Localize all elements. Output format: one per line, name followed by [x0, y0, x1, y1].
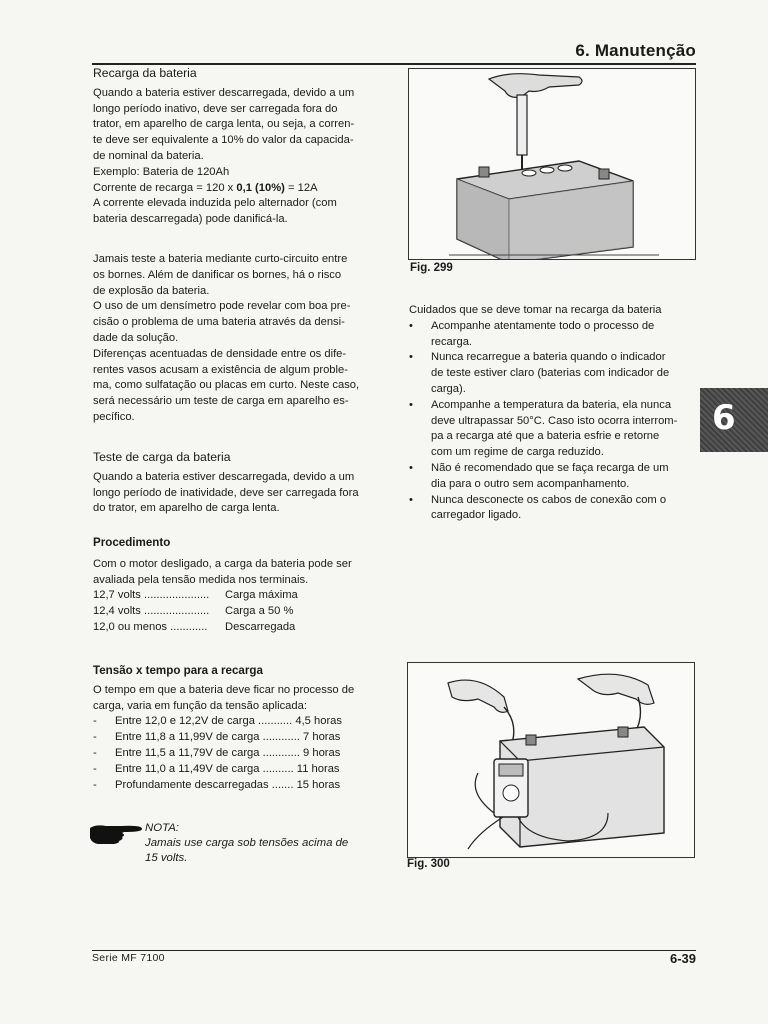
list-item-text: deve ultrapassar 50°C. Caso isto ocorra interrom-	[431, 414, 678, 427]
bullet-marker: •	[409, 351, 413, 364]
section-tab-number: 6	[712, 398, 736, 438]
list-item-text: Entre 11,8 a 11,99V de carga ............ 7 horas	[115, 731, 341, 744]
text-line: ma, como sulfatação ou placas em curto. Neste caso,	[93, 379, 360, 392]
text-line: O tempo em que a bateria deve ficar no processo de	[93, 683, 355, 696]
header-rule	[92, 63, 696, 65]
section-tab	[700, 388, 768, 452]
figure-299-frame	[408, 68, 696, 260]
voltage-row	[93, 620, 389, 636]
text-line: te deve ser equivalente a 10% do valor da capacida-	[93, 134, 354, 147]
text-line: Com o motor desligado, a carga da bateria pode ser	[93, 557, 352, 570]
voltage-state: Carga a 50 %	[225, 605, 294, 618]
battery-hydrometer-illustration	[409, 69, 695, 259]
tensao-section	[93, 663, 389, 793]
list-item-text: dia para o outro sem acompanhamento.	[431, 477, 630, 490]
list-item-text: Acompanhe a temperatura da bateria, ela nunca	[431, 398, 672, 411]
voltage-value: 12,0 ou menos ............	[93, 620, 208, 633]
jamais-section	[93, 252, 389, 426]
note-line: 15 volts.	[145, 852, 188, 864]
list-item	[409, 398, 695, 461]
recarga-section	[93, 66, 389, 228]
tensao-title: Tensão x tempo para a recarga	[93, 664, 263, 677]
text-line: bateria descarregada) pode danificá-la.	[93, 213, 288, 226]
page-number: 6-39	[669, 951, 696, 966]
tensao-list	[93, 714, 389, 793]
list-item	[93, 778, 389, 794]
teste-title: Teste de carga da bateria	[93, 450, 231, 464]
formula-line	[93, 181, 389, 197]
dash-marker: -	[93, 731, 97, 744]
figure-299-label: Fig. 299	[410, 262, 453, 274]
text-line: de nominal da bateria.	[93, 149, 204, 162]
text-line: Diferenças acentuadas de densidade entre os dife-	[93, 347, 347, 360]
text-line: carga, varia em função da tensão aplicada:	[93, 699, 307, 712]
list-item	[93, 730, 389, 746]
procedimento-section	[93, 535, 389, 636]
list-item-text: Profundamente descarregadas ....... 15 horas	[115, 778, 341, 791]
voltage-state: Descarregada	[225, 620, 296, 633]
note-block	[145, 821, 395, 866]
list-item	[409, 319, 695, 351]
series-label: Serie MF 7100	[92, 952, 165, 964]
text-line: dade da solução.	[93, 331, 179, 344]
voltage-state: Carga máxima	[225, 589, 298, 602]
list-item-text: Nunca recarregue a bateria quando o indicador	[431, 351, 666, 364]
list-item	[409, 461, 695, 493]
dash-marker: -	[93, 778, 97, 791]
text-line: do trator, em aparelho de carga lenta.	[93, 502, 280, 515]
voltage-value: 12,7 volts .....................	[93, 589, 210, 602]
text-line: pecífico.	[93, 410, 135, 423]
text-line: será necessário um teste de carga em aparelho es-	[93, 395, 349, 408]
list-item	[409, 350, 695, 397]
list-item	[93, 762, 389, 778]
battery-multimeter-illustration	[408, 663, 694, 857]
voltage-row	[93, 588, 389, 604]
bullet-marker: •	[409, 461, 413, 474]
dash-marker: -	[93, 746, 97, 759]
formula-post: = 12A	[284, 181, 318, 194]
list-item-text: Entre 12,0 e 12,2V de carga ........... 4,5 horas	[115, 715, 342, 728]
text-line: Quando a bateria estiver descarregada, devido a um	[93, 470, 355, 483]
note-label: NOTA:	[145, 822, 179, 834]
list-item-text: Acompanhe atentamente todo o processo de	[431, 319, 655, 332]
figure-300-frame	[407, 662, 695, 858]
pointing-hand-icon	[88, 820, 144, 846]
dash-marker: -	[93, 715, 97, 728]
teste-section	[93, 450, 389, 517]
list-item	[409, 493, 695, 525]
text-line: A corrente elevada induzida pelo alternador (com	[93, 197, 337, 210]
text-line: os bornes. Além de danificar os bornes, há o risco	[93, 268, 342, 281]
formula-pre: Corrente de recarga = 120 x	[93, 181, 237, 194]
list-item-text: com um regime de carga reduzido.	[431, 446, 604, 459]
text-line: Quando a bateria estiver descarregada, devido a um	[93, 86, 355, 99]
text-line: O uso de um densímetro pode revelar com boa pre-	[93, 300, 351, 313]
text-line: longo período de inatividade, deve ser carregada fora	[93, 486, 359, 499]
text-line: rentes vasos acusam a existência de algum proble-	[93, 363, 348, 376]
text-line: trator, em aparelho de carga lenta, ou seja, a corren-	[93, 118, 355, 131]
bullet-marker: •	[409, 398, 413, 411]
note-line: Jamais use carga sob tensões acima de	[145, 837, 349, 849]
voltage-value: 12,4 volts .....................	[93, 605, 210, 618]
voltage-row	[93, 604, 389, 620]
bullet-marker: •	[409, 493, 413, 506]
list-item	[93, 746, 389, 762]
section-title: 6. Manutenção	[575, 41, 696, 60]
list-item-text: recarga.	[431, 335, 473, 348]
bullet-marker: •	[409, 319, 413, 332]
text-line: Exemplo: Bateria de 120Ah	[93, 165, 230, 178]
list-item-text: pa a recarga até que a bateria esfrie e retorne	[431, 430, 660, 443]
dash-marker: -	[93, 762, 97, 775]
list-item	[93, 714, 389, 730]
cuidados-list	[409, 319, 695, 524]
cuidados-section	[409, 303, 695, 524]
procedimento-title: Procedimento	[93, 536, 171, 549]
figure-300-label: Fig. 300	[407, 858, 450, 870]
list-item-text: Entre 11,0 a 11,49V de carga .......... 11 horas	[115, 762, 340, 775]
list-item-text: Entre 11,5 a 11,79V de carga ............ 9 horas	[115, 746, 341, 759]
text-line: avaliada pela tensão medida nos terminais.	[93, 573, 309, 586]
list-item-text: Nunca desconecte os cabos de conexão com o	[431, 493, 667, 506]
cuidados-title: Cuidados que se deve tomar na recarga da bateria	[409, 304, 662, 316]
text-line: de explosão da bateria.	[93, 284, 210, 297]
list-item-text: carregador ligado.	[431, 509, 522, 522]
list-item-text: de teste estiver claro (baterias com indicador de	[431, 367, 670, 380]
text-line: longo período inativo, deve ser carregada fora do	[93, 102, 338, 115]
footer-rule	[92, 950, 696, 951]
list-item-text: Não é recomendado que se faça recarga de um	[431, 461, 669, 474]
list-item-text: carga).	[431, 382, 466, 395]
text-line: cisão o problema de uma bateria através da densi-	[93, 316, 345, 329]
formula-bold: 0,1 (10%)	[236, 181, 285, 194]
text-line: Jamais teste a bateria mediante curto-circuito entre	[93, 253, 348, 265]
recarga-title: Recarga da bateria	[93, 66, 197, 80]
